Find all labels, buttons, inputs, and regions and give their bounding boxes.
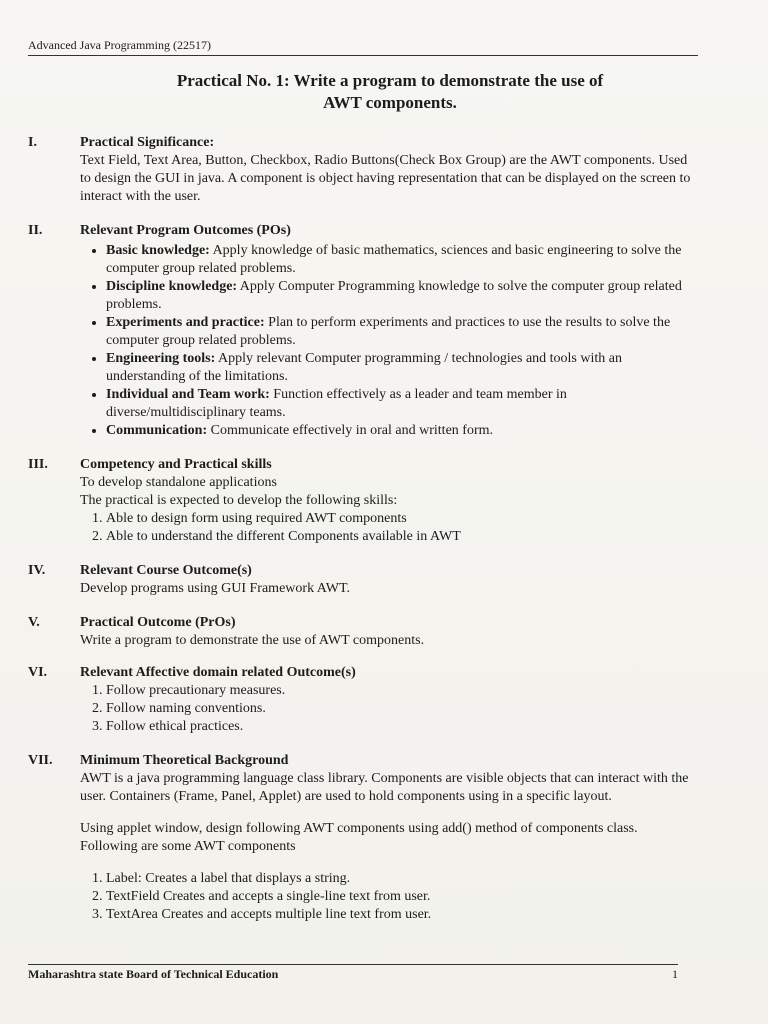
running-footer (28, 964, 678, 982)
item-text: Plan to perform experiments and practices to use the results to solve the computer group related problems. (106, 315, 671, 348)
section-practical-significance (28, 134, 698, 206)
section-heading: Practical Outcome (PrOs) (80, 615, 236, 630)
section-text: Develop programs using GUI Framework AWT. (80, 581, 351, 596)
section-text: Write a program to demonstrate the use of AWT components. (80, 633, 425, 648)
list-item: 2. Able to understand the different Components available in AWT (106, 528, 698, 546)
title-line-1: Practical No. 1: Write a program to demonstrate the use of (176, 71, 604, 90)
section-number: V. (28, 615, 40, 630)
section-course-outcome (28, 562, 698, 598)
section-text: The practical is expected to develop the following skills: (80, 493, 398, 508)
item-label: Communication: (106, 423, 208, 438)
page-number: 1 (672, 967, 678, 981)
affective-list (80, 682, 698, 736)
item-text: Communicate effectively in oral and written form. (207, 423, 493, 438)
section-text: Using applet window, design following AWT components using add() method of components class. Following are some AWT components (80, 821, 638, 854)
skills-list (80, 510, 698, 546)
section-heading: Relevant Course Outcome(s) (80, 563, 252, 578)
section-program-outcomes (28, 222, 698, 440)
section-heading: Competency and Practical skills (80, 457, 272, 472)
list-item (106, 242, 698, 278)
outcomes-list (80, 242, 698, 440)
section-heading: Minimum Theoretical Background (80, 753, 289, 768)
section-heading: Relevant Program Outcomes (POs) (80, 223, 291, 238)
section-text: Text Field, Text Area, Button, Checkbox, Radio Buttons(Check Box Group) are the AWT components. Used to design the GUI in java. A component is object having representation that can be displayed on the screen to interact with the user. (80, 153, 691, 204)
section-heading: Practical Significance: (80, 135, 215, 150)
list-item: 2. TextField Creates and accepts a single-line text from user. (106, 888, 698, 906)
list-item: 2. Follow naming conventions. (106, 700, 698, 718)
section-practical-outcome (28, 614, 698, 650)
list-item: 1. Label: Creates a label that displays a string. (106, 870, 698, 888)
running-header: Advanced Java Programming (22517) (28, 38, 698, 56)
list-item: 3. TextArea Creates and accepts multiple line text from user. (106, 906, 698, 924)
item-label: Individual and Team work: (106, 387, 270, 402)
list-item (106, 350, 698, 386)
item-text: Apply knowledge of basic mathematics, sciences and basic engineering to solve the computer group related problems. (106, 243, 682, 276)
item-label: Basic knowledge: (106, 243, 210, 258)
list-item (106, 314, 698, 350)
section-text: To develop standalone applications (80, 475, 277, 490)
list-item: 1. Follow precautionary measures. (106, 682, 698, 700)
section-number: II. (28, 223, 43, 238)
section-number: VII. (28, 753, 53, 768)
section-affective-domain (28, 664, 698, 736)
item-label: Experiments and practice: (106, 315, 265, 330)
section-number: IV. (28, 563, 46, 578)
section-theoretical-background (28, 752, 698, 924)
section-heading: Relevant Affective domain related Outcome(s) (80, 665, 356, 680)
section-number: III. (28, 457, 48, 472)
item-label: Discipline knowledge: (106, 279, 238, 294)
item-text: Apply relevant Computer programming / technologies and tools with an understanding of the limitations. (106, 351, 622, 384)
item-text: Function effectively as a leader and team member in diverse/multidisciplinary teams. (106, 387, 567, 420)
list-item (106, 386, 698, 422)
footer-board: Maharashtra state Board of Technical Education (28, 967, 279, 981)
title-line-2: AWT components. (323, 93, 457, 112)
page-title (120, 70, 660, 114)
list-item (106, 422, 698, 440)
section-number: VI. (28, 665, 48, 680)
section-number: I. (28, 135, 37, 150)
list-item: 1. Able to design form using required AWT components (106, 510, 698, 528)
section-text: AWT is a java programming language class library. Components are visible objects that can interact with the user. Containers (Frame, Panel, Applet) are used to hold components using in a specific layout. (80, 771, 689, 804)
item-text: Apply Computer Programming knowledge to solve the computer group related problems. (106, 279, 682, 312)
section-competency (28, 456, 698, 546)
list-item: 3. Follow ethical practices. (106, 718, 698, 736)
awt-components-list (80, 870, 698, 924)
item-label: Engineering tools: (106, 351, 216, 366)
list-item (106, 278, 698, 314)
